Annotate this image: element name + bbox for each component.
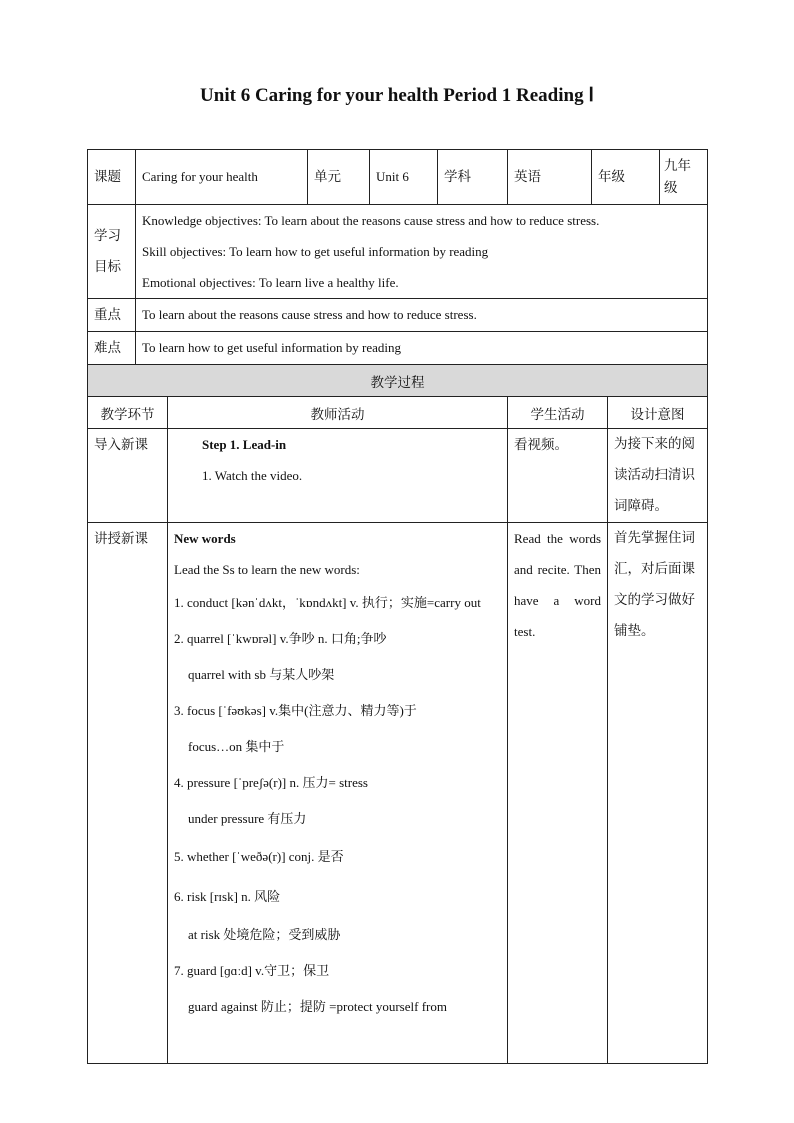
topic-value: Caring for your health	[136, 150, 308, 205]
newwords-intent: 首先掌握住词汇，对后面课文的学习做好铺垫。	[608, 523, 708, 1064]
process-header: 教学过程	[88, 365, 708, 397]
leadin-step-title: Step 1. Lead-in	[202, 437, 287, 452]
page-title: Unit 6 Caring for your health Period 1 Reading Ⅰ	[200, 85, 594, 106]
leadin-stage: 导入新课	[88, 429, 168, 523]
skill-objective: Skill objectives: To learn how to get useful information by reading	[142, 244, 489, 259]
unit-label: 单元	[308, 150, 370, 205]
grade-value: 九年级	[660, 150, 708, 205]
col-teacher-header: 教师活动	[168, 397, 508, 429]
col-student-header: 学生活动	[508, 397, 608, 429]
word-quarrel: 2. quarrel [ˈkwɒrəl] v.争吵 n. 口角;争吵	[174, 631, 387, 646]
newwords-teacher	[168, 523, 508, 1064]
word-guard-phrase: guard against 防止；提防 =protect yourself from	[188, 999, 447, 1014]
difficult-point-label: 难点	[88, 332, 136, 365]
newwords-student: Read the words and recite. Then have a word test.	[508, 523, 608, 1064]
knowledge-objective: Knowledge objectives: To learn about the reasons cause stress and how to reduce stress.	[142, 213, 600, 228]
word-focus-phrase: focus…on 集中于	[188, 739, 285, 754]
objectives-label-line1: 学习	[94, 227, 121, 244]
col-intent-header: 设计意图	[608, 397, 708, 429]
newwords-heading: New words	[174, 531, 236, 546]
word-risk-phrase: at risk 处境危险；受到威胁	[188, 927, 341, 942]
objectives-label	[88, 205, 136, 299]
leadin-student: 看视频。	[508, 429, 608, 523]
word-conduct: 1. conduct [kənˈdʌkt，ˈkɒndʌkt] v. 执行；实施=carry out	[174, 595, 481, 610]
subject-value: 英语	[508, 150, 592, 205]
key-point-text: To learn about the reasons cause stress and how to reduce stress.	[136, 299, 708, 332]
grade-label: 年级	[592, 150, 660, 205]
key-point-label: 重点	[88, 299, 136, 332]
leadin-intent: 为接下来的阅读活动扫清识词障碍。	[608, 429, 708, 523]
unit-value: Unit 6	[370, 150, 438, 205]
difficult-point-text: To learn how to get useful information by reading	[136, 332, 708, 365]
word-focus: 3. focus [ˈfəʊkəs] v.集中(注意力、精力等)于	[174, 703, 417, 718]
word-pressure-phrase: under pressure 有压力	[188, 811, 307, 826]
leadin-teacher	[168, 429, 508, 523]
emotional-objective: Emotional objectives: To learn live a healthy life.	[142, 275, 399, 290]
objectives-content	[136, 205, 708, 299]
word-quarrel-phrase: quarrel with sb 与某人吵架	[188, 667, 335, 682]
subject-label: 学科	[438, 150, 508, 205]
topic-label: 课题	[88, 150, 136, 205]
newwords-intro: Lead the Ss to learn the new words:	[174, 562, 360, 577]
objectives-label-line2: 目标	[94, 258, 121, 275]
word-pressure: 4. pressure [ˈpreʃə(r)] n. 压力= stress	[174, 775, 368, 790]
word-whether: 5. whether [ˈweðə(r)] conj. 是否	[174, 849, 344, 864]
leadin-item: 1. Watch the video.	[202, 468, 303, 483]
word-risk: 6. risk [rɪsk] n. 风险	[174, 889, 281, 904]
newwords-stage: 讲授新课	[88, 523, 168, 1064]
col-stage-header: 教学环节	[88, 397, 168, 429]
lesson-plan-table	[87, 149, 708, 1064]
word-guard: 7. guard [ɡɑːd] v.守卫；保卫	[174, 963, 330, 978]
